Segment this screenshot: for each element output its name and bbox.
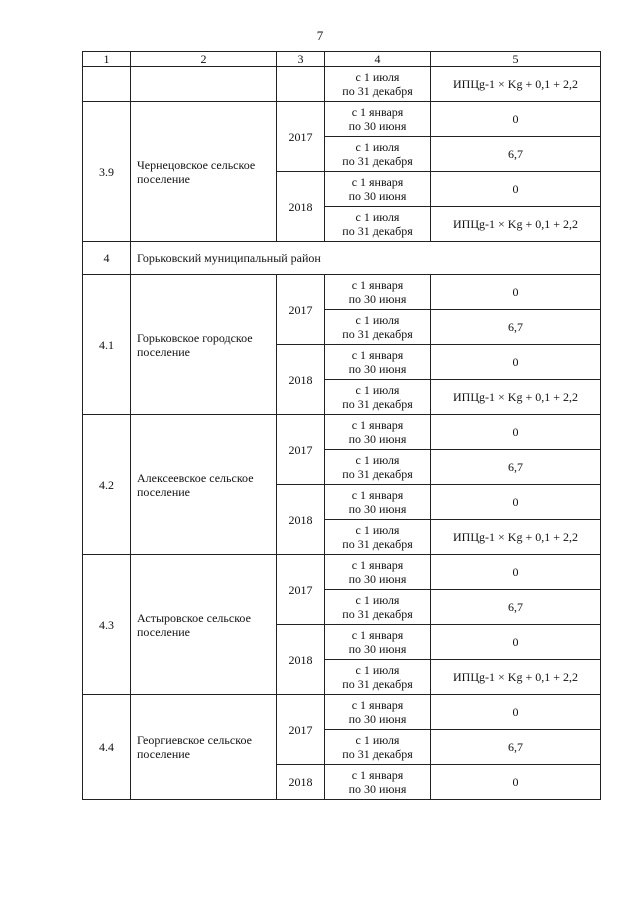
settlement-cell (131, 275, 277, 415)
period-start: с 1 июля (355, 733, 400, 747)
period-cell (325, 380, 431, 415)
period-start: с 1 июля (355, 453, 400, 467)
period-cell (325, 555, 431, 590)
table-row (83, 275, 601, 310)
period-start: с 1 января (351, 698, 404, 712)
period-end: по 30 июня (348, 502, 407, 516)
period-cell (325, 345, 431, 380)
year-cell: 2018 (277, 345, 325, 415)
district-row (83, 242, 601, 275)
settlement-name-line-2: поселение (137, 344, 191, 359)
value-cell: 6,7 (431, 450, 601, 485)
period-cell (325, 172, 431, 207)
settlement-cell (131, 67, 277, 102)
period-end: по 30 июня (348, 642, 407, 656)
period-cell (325, 625, 431, 660)
value-cell: ИПЦg-1 × Kg + 0,1 + 2,2 (431, 660, 601, 695)
year-cell: 2017 (277, 102, 325, 172)
year-cell: 2018 (277, 625, 325, 695)
row-number-cell: 4.3 (83, 555, 131, 695)
value-cell: 0 (431, 765, 601, 800)
row-number-cell: 4.4 (83, 695, 131, 800)
value-cell: 0 (431, 275, 601, 310)
year-cell: 2018 (277, 172, 325, 242)
district-number-cell: 4 (83, 242, 131, 275)
row-number-cell: 3.9 (83, 102, 131, 242)
table-row (83, 102, 601, 137)
period-start: с 1 января (351, 418, 404, 432)
period-end: по 30 июня (348, 292, 407, 306)
header-col-1: 1 (83, 52, 131, 67)
row-number-cell: 4.2 (83, 415, 131, 555)
year-cell: 2017 (277, 275, 325, 345)
settlement-name-line-1: Алексеевское сельское (137, 470, 254, 485)
period-end: по 31 декабря (342, 537, 413, 551)
settlement-name-line-2: поселение (137, 747, 191, 761)
period-cell (325, 137, 431, 172)
year-cell: 2017 (277, 555, 325, 625)
period-end: по 30 июня (348, 782, 407, 796)
value-cell: 6,7 (431, 590, 601, 625)
settlement-name-line-1: Георгиевское сельское (137, 733, 252, 747)
period-end: по 31 декабря (342, 467, 413, 481)
period-start: с 1 июля (355, 70, 400, 84)
period-cell (325, 67, 431, 102)
header-col-4: 4 (325, 52, 431, 67)
table-row (83, 555, 601, 590)
period-end: по 30 июня (348, 189, 407, 203)
table-row (83, 695, 601, 730)
header-col-2: 2 (131, 52, 277, 67)
value-cell: 0 (431, 102, 601, 137)
year-cell (277, 67, 325, 102)
period-start: с 1 июля (355, 210, 400, 224)
settlement-name-line-1: Астыровское сельское (137, 610, 251, 625)
year-cell: 2017 (277, 415, 325, 485)
value-cell: 0 (431, 172, 601, 207)
period-cell (325, 660, 431, 695)
period-start: с 1 января (351, 278, 404, 292)
period-end: по 30 июня (348, 432, 407, 446)
value-cell: 0 (431, 415, 601, 450)
value-cell: ИПЦg-1 × Kg + 0,1 + 2,2 (431, 67, 601, 102)
period-cell (325, 730, 431, 765)
settlement-cell (131, 102, 277, 242)
value-cell: 6,7 (431, 310, 601, 345)
table-row (83, 415, 601, 450)
value-cell: ИПЦg-1 × Kg + 0,1 + 2,2 (431, 380, 601, 415)
period-cell (325, 590, 431, 625)
value-cell: 0 (431, 485, 601, 520)
period-cell (325, 520, 431, 555)
period-end: по 31 декабря (342, 607, 413, 621)
period-start: с 1 июля (355, 523, 400, 537)
row-number-cell: 4.1 (83, 275, 131, 415)
value-cell: 6,7 (431, 137, 601, 172)
page-number: 7 (316, 28, 324, 43)
period-cell (325, 415, 431, 450)
settlement-cell (131, 415, 277, 555)
period-cell (325, 102, 431, 137)
period-end: по 30 июня (348, 362, 407, 376)
period-start: с 1 января (351, 488, 404, 502)
value-cell: 6,7 (431, 730, 601, 765)
table-header-row (83, 52, 601, 67)
period-cell (325, 485, 431, 520)
period-start: с 1 июля (355, 593, 400, 607)
year-cell: 2017 (277, 695, 325, 765)
period-cell (325, 695, 431, 730)
period-end: по 31 декабря (342, 397, 413, 411)
settlement-name-line-1: Горьковское городское (137, 330, 253, 345)
settlement-cell (131, 555, 277, 695)
period-start: с 1 января (351, 348, 404, 362)
period-cell (325, 310, 431, 345)
settlement-name-line-1: Чернецовское сельское (137, 157, 256, 172)
period-start: с 1 июля (355, 383, 400, 397)
period-end: по 31 декабря (342, 154, 413, 168)
value-cell: 0 (431, 555, 601, 590)
settlement-name-line-2: поселение (137, 171, 191, 186)
period-end: по 31 декабря (342, 84, 413, 98)
period-start: с 1 января (351, 558, 404, 572)
header-col-5: 5 (431, 52, 601, 67)
period-cell (325, 765, 431, 800)
value-cell: 0 (431, 345, 601, 380)
tariff-table (82, 51, 601, 800)
period-end: по 31 декабря (342, 747, 413, 761)
row-number-cell (83, 67, 131, 102)
value-cell: 0 (431, 625, 601, 660)
period-end: по 30 июня (348, 712, 407, 726)
period-end: по 31 декабря (342, 224, 413, 238)
year-cell: 2018 (277, 485, 325, 555)
table-row (83, 67, 601, 102)
settlement-cell (131, 695, 277, 800)
period-start: с 1 июля (355, 140, 400, 154)
period-start: с 1 января (351, 175, 404, 189)
period-end: по 30 июня (348, 119, 407, 133)
period-start: с 1 июля (355, 313, 400, 327)
value-cell: 0 (431, 695, 601, 730)
value-cell: ИПЦg-1 × Kg + 0,1 + 2,2 (431, 207, 601, 242)
period-start: с 1 января (351, 628, 404, 642)
period-end: по 31 декабря (342, 327, 413, 341)
year-cell: 2018 (277, 765, 325, 800)
period-start: с 1 января (351, 768, 404, 782)
period-cell (325, 450, 431, 485)
settlement-name-line-2: поселение (137, 484, 191, 499)
settlement-name-line-2: поселение (137, 624, 191, 639)
value-cell: ИПЦg-1 × Kg + 0,1 + 2,2 (431, 520, 601, 555)
district-name-cell: Горьковский муниципальный район (131, 242, 601, 275)
period-end: по 31 декабря (342, 677, 413, 691)
period-end: по 30 июня (348, 572, 407, 586)
header-col-3: 3 (277, 52, 325, 67)
period-start: с 1 января (351, 105, 404, 119)
period-start: с 1 июля (355, 663, 400, 677)
period-cell (325, 207, 431, 242)
period-cell (325, 275, 431, 310)
